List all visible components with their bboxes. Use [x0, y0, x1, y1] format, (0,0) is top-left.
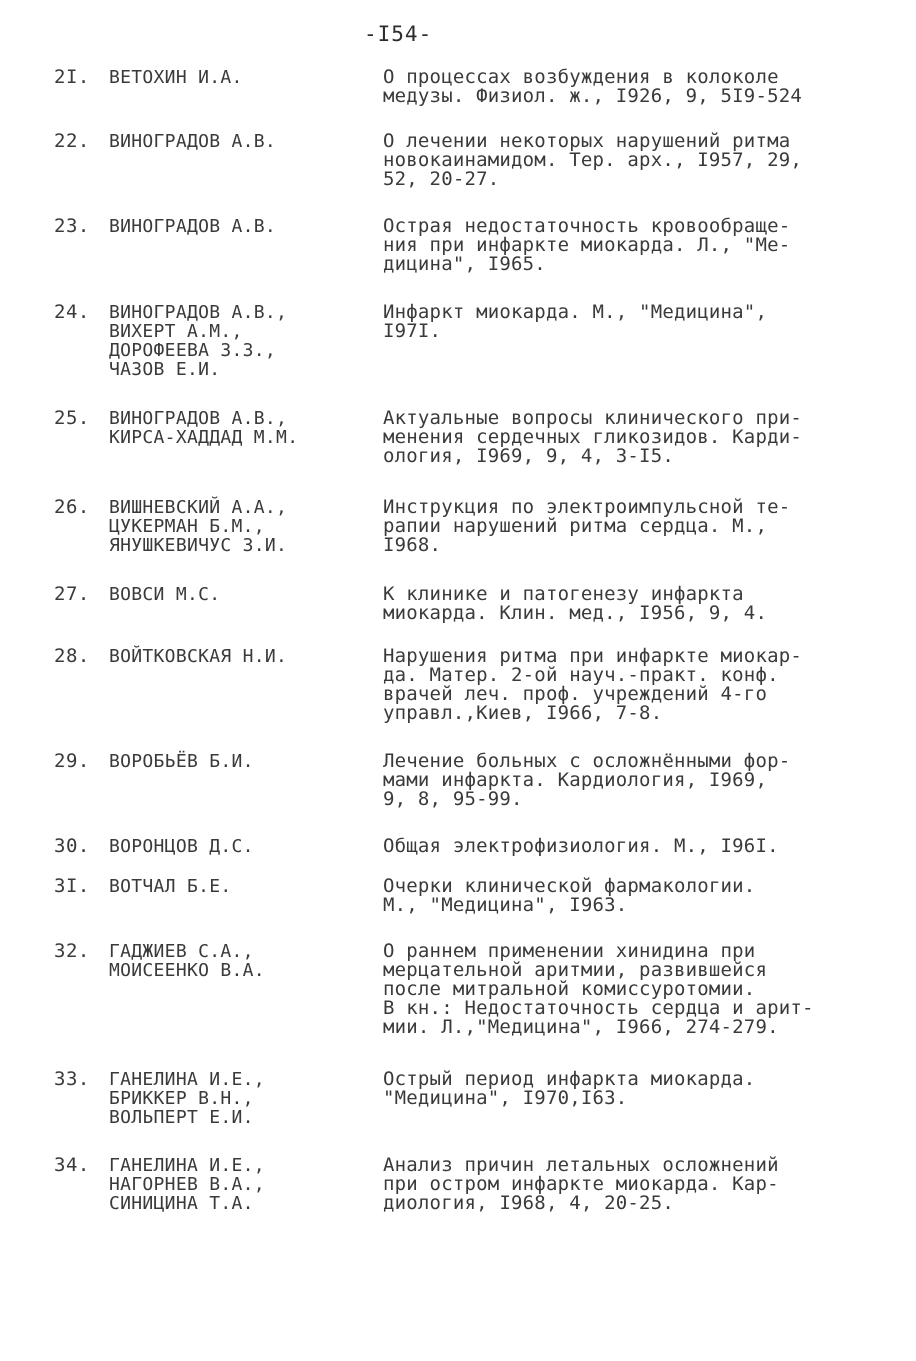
citation-line: Актуальные вопросы клинического при-	[383, 407, 803, 429]
author-name: ВИНОГРАДОВ А.В.,	[109, 302, 288, 323]
citation-line: да. Матер. 2-ой науч.-практ. конф.	[383, 664, 779, 686]
citation-line: мии. Л.,"Медицина", I966, 274-279.	[383, 1016, 779, 1038]
citation-line: Инструкция по электроимпульсной те-	[383, 496, 791, 518]
citation-line: менения сердечных гликозидов. Карди-	[383, 426, 803, 448]
citation-line: I97I.	[383, 320, 442, 342]
author-name: ВОВСИ М.С.	[109, 584, 221, 605]
author-name: МОИСЕЕНКО В.А.	[109, 960, 265, 981]
entry-number: 33.	[54, 1068, 90, 1090]
citation-line: М., "Медицина", I963.	[383, 894, 628, 916]
entry-authors	[109, 877, 359, 896]
citation-line: при остром инфаркте миокарда. Кар-	[383, 1173, 779, 1195]
citation-line: миокарда. Клин. мед., I956, 9, 4.	[383, 602, 768, 624]
citation-line: О лечении некоторых нарушений ритма	[383, 130, 791, 152]
entry-citation	[383, 1156, 873, 1213]
citation-line: диология, I968, 4, 20-25.	[383, 1192, 674, 1214]
entry-authors	[109, 1070, 359, 1127]
entry-authors	[109, 68, 359, 87]
entry-citation	[383, 409, 873, 466]
entry-number: 32.	[54, 940, 90, 962]
citation-line: ния при инфаркте миокарда. Л., "Ме-	[383, 234, 791, 256]
entry-citation	[383, 217, 873, 274]
entry-number: 2I.	[54, 66, 90, 88]
entry-authors	[109, 132, 359, 151]
entry-number: 26.	[54, 496, 90, 518]
page-number: -I54-	[364, 22, 433, 46]
citation-line: ология, I969, 9, 4, 3-I5.	[383, 445, 674, 467]
citation-line: В кн.: Недостаточность сердца и арит-	[383, 997, 814, 1019]
entry-number: 28.	[54, 645, 90, 667]
entry-number: 3I.	[54, 875, 90, 897]
entry-citation	[383, 1070, 873, 1108]
author-name: ВИНОГРАДОВ А.В.	[109, 131, 277, 152]
author-name: СИНИЦИНА Т.А.	[109, 1193, 254, 1214]
citation-line: Острый период инфаркта миокарда.	[383, 1068, 756, 1090]
citation-line: после митральной комиссуротомии.	[383, 978, 756, 1000]
citation-line: "Медицина", I970,I63.	[383, 1087, 628, 1109]
entry-authors	[109, 498, 359, 555]
author-name: ВИХЕРТ А.М.,	[109, 321, 243, 342]
entry-authors	[109, 217, 359, 236]
entry-citation	[383, 498, 873, 555]
author-name: ВИНОГРАДОВ А.В.	[109, 216, 277, 237]
citation-line: Общая электрофизиология. М., I96I.	[383, 835, 779, 857]
author-name: ЦУКЕРМАН Б.М.,	[109, 516, 265, 537]
citation-line: Нарушения ритма при инфаркте миокар-	[383, 645, 803, 667]
citation-line: дицина", I965.	[383, 253, 546, 275]
entry-citation	[383, 877, 873, 915]
citation-line: управл.,Киев, I966, 7-8.	[383, 702, 663, 724]
citation-line: Лечение больных с осложнёнными фор-	[383, 750, 791, 772]
entry-citation	[383, 647, 873, 723]
citation-line: О процессах возбуждения в колоколе	[383, 66, 779, 88]
author-name: ВОРОБЬЁВ Б.И.	[109, 751, 254, 772]
citation-line: I968.	[383, 534, 442, 556]
entry-number: 34.	[54, 1154, 90, 1176]
citation-line: врачей леч. проф. учреждений 4-го	[383, 683, 768, 705]
citation-line: 52, 20-27.	[383, 168, 500, 190]
author-name: ВОТЧАЛ Б.Е.	[109, 876, 232, 897]
author-name: ВОЙТКОВСКАЯ Н.И.	[109, 646, 288, 667]
entry-citation	[383, 752, 873, 809]
citation-line: новокаинамидом. Тер. арх., I957, 29,	[383, 149, 803, 171]
citation-line: мерцательной аритмии, развившейся	[383, 959, 768, 981]
author-name: ГАДЖИЕВ С.А.,	[109, 941, 254, 962]
author-name: ДОРОФЕЕВА З.З.,	[109, 340, 277, 361]
entry-authors	[109, 647, 359, 666]
author-name: ВОРОНЦОВ Д.С.	[109, 836, 254, 857]
citation-line: медузы. Физиол. ж., I926, 9, 5I9-524	[383, 85, 803, 107]
entry-number: 30.	[54, 835, 90, 857]
entry-citation	[383, 68, 873, 106]
author-name: ВОЛЬПЕРТ Е.И.	[109, 1107, 254, 1128]
author-name: ЧАЗОВ Е.И.	[109, 359, 221, 380]
entry-authors	[109, 1156, 359, 1213]
citation-line: рапии нарушений ритма сердца. М.,	[383, 515, 768, 537]
entry-number: 27.	[54, 583, 90, 605]
entry-citation	[383, 132, 873, 189]
entry-authors	[109, 942, 359, 980]
author-name: ЯНУШКЕВИЧУС З.И.	[109, 535, 288, 556]
citation-line: Очерки клинической фармакологии.	[383, 875, 756, 897]
citation-line: Анализ причин летальных осложнений	[383, 1154, 779, 1176]
entry-number: 25.	[54, 407, 90, 429]
author-name: ВИНОГРАДОВ А.В.,	[109, 408, 288, 429]
entry-number: 23.	[54, 215, 90, 237]
entry-authors	[109, 409, 359, 447]
author-name: НАГОРНЕВ В.А.,	[109, 1174, 265, 1195]
citation-line: мами инфаркта. Кардиология, I969,	[383, 769, 768, 791]
citation-line: О раннем применении хинидина при	[383, 940, 756, 962]
entry-number: 29.	[54, 750, 90, 772]
citation-line: Инфаркт миокарда. М., "Медицина",	[383, 301, 768, 323]
citation-line: 9, 8, 95-99.	[383, 788, 523, 810]
author-name: ГАНЕЛИНА И.Е.,	[109, 1155, 265, 1176]
entry-number: 22.	[54, 130, 90, 152]
entry-number: 24.	[54, 301, 90, 323]
entry-authors	[109, 303, 359, 379]
entry-citation	[383, 585, 873, 623]
citation-line: К клинике и патогенезу инфаркта	[383, 583, 744, 605]
entry-citation	[383, 303, 873, 341]
author-name: ВИШНЕВСКИЙ А.А.,	[109, 497, 288, 518]
entry-citation	[383, 942, 873, 1037]
entry-authors	[109, 752, 359, 771]
author-name: БРИККЕР В.Н.,	[109, 1088, 254, 1109]
citation-line: Острая недостаточность кровообраще-	[383, 215, 791, 237]
author-name: ГАНЕЛИНА И.Е.,	[109, 1069, 265, 1090]
author-name: КИРСА-ХАДДАД М.М.	[109, 427, 299, 448]
entry-citation	[383, 837, 873, 856]
entry-authors	[109, 585, 359, 604]
entry-authors	[109, 837, 359, 856]
author-name: ВЕТОХИН И.А.	[109, 67, 243, 88]
